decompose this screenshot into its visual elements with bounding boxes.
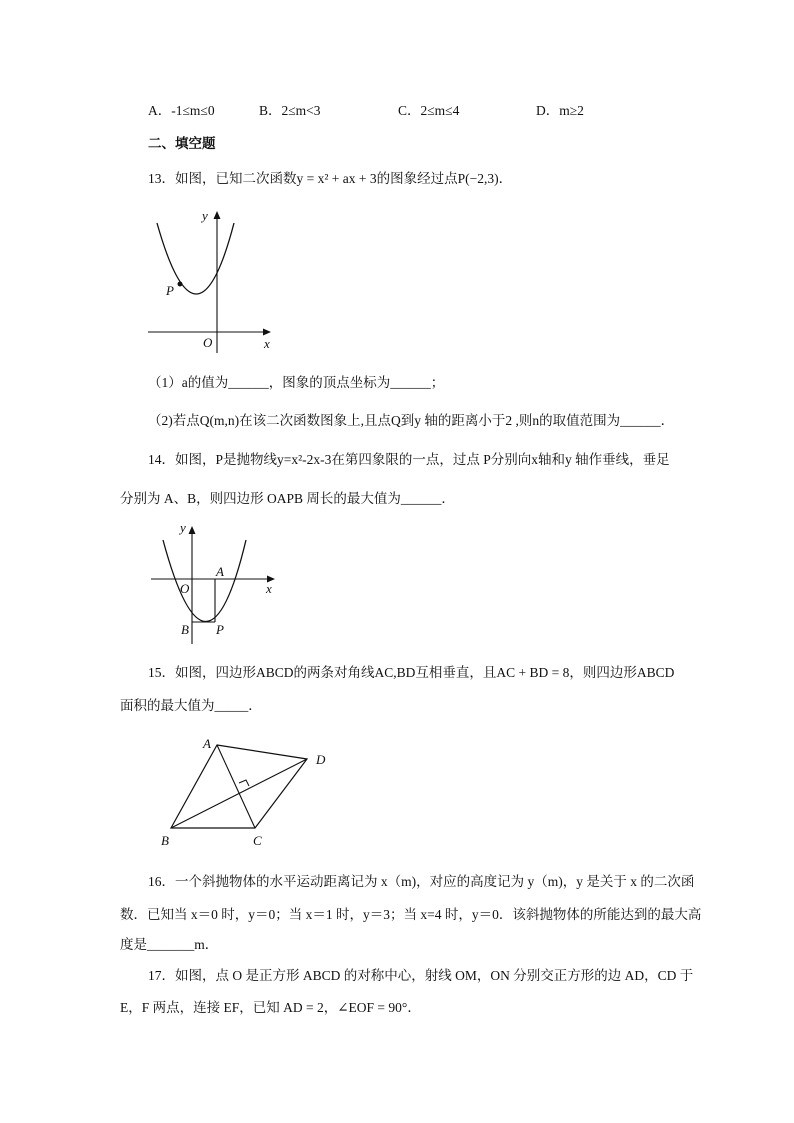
q14-figure: [148, 518, 288, 648]
section-title: 二、填空题: [148, 136, 216, 152]
q14-label-y: y: [180, 520, 186, 535]
q15-quadrilateral: [171, 745, 307, 828]
q15-line2: 面积的最大值为_____．: [120, 698, 262, 713]
q16-line3: 度是_______m．: [120, 937, 219, 952]
q15-figure: [155, 733, 355, 853]
q14-line1: 14．如图，P是抛物线y=x²-2x-3在第四象限的一点，过点 P分别向x轴和y 轴作垂线，垂足: [148, 452, 670, 467]
q14-y-arrow: [189, 526, 196, 534]
q15-line1: 15．如图，四边形ABCD的两条对角线AC,BD互相垂直，且AC + BD = 8，则四边形ABCD: [148, 665, 675, 680]
q14-label-b: B: [181, 622, 189, 637]
q13-y-arrow: [214, 211, 221, 219]
q15-label-d: D: [316, 752, 326, 767]
q17-line2: E，F 两点，连接 EF，已知 AD = 2，∠EOF = 90°．: [120, 1000, 421, 1015]
q14-line2: 分别为 A、B，则四边形 OAPB 周长的最大值为______．: [120, 491, 455, 506]
q14-parabola: [163, 540, 246, 622]
q13-label-y: y: [202, 208, 208, 223]
option-d: D．m≥2: [536, 103, 584, 118]
option-b: B．2≤m<3: [259, 103, 321, 118]
q17-line1: 17．如图，点 O 是正方形 ABCD 的对称中心，射线 OM，ON 分别交正方形的边 AD，CD 于: [148, 968, 694, 983]
q14-label-x: x: [266, 581, 272, 596]
q13-sub1: （1）a的值为______，图象的顶点坐标为______；: [148, 375, 445, 390]
q15-label-a: A: [203, 736, 211, 751]
option-c: C．2≤m≤4: [398, 103, 460, 118]
q16-line1: 16．一个斜抛物体的水平运动距离记为 x（m)，对应的高度记为 y（m)，y 是关于 x 的二次函: [148, 874, 695, 889]
q15-label-c: C: [253, 833, 262, 848]
option-a: A．-1≤m≤0: [148, 103, 215, 118]
q13-label-o: O: [203, 335, 213, 350]
q13-label-x: x: [264, 336, 270, 351]
q15-right-angle-mark: [239, 780, 249, 786]
q13-sub2: （2)若点Q(m,n)在该二次函数图象上,且点Q到y 轴的距离小于2 ,则n的取值范围为______．: [148, 413, 675, 428]
q15-diagonal-bd: [171, 759, 307, 828]
q15-diagonal-ac: [217, 745, 255, 828]
q13-figure: [145, 205, 285, 355]
q14-label-a: A: [216, 564, 224, 579]
q13-point-p: [178, 282, 183, 287]
q13-x-arrow: [263, 329, 271, 336]
q15-label-b: B: [161, 833, 169, 848]
q14-label-p: P: [216, 622, 224, 637]
q13-label-p: P: [166, 283, 174, 298]
q13-text: 13．如图，已知二次函数y = x² + ax + 3的图象经过点P(−2,3)．: [148, 171, 513, 186]
q16-line2: 数．已知当 x＝0 时，y＝0；当 x＝1 时，y＝3；当 x=4 时，y＝0．该斜抛物体的所能达到的最大高: [120, 907, 702, 922]
q14-label-o: O: [180, 581, 190, 596]
